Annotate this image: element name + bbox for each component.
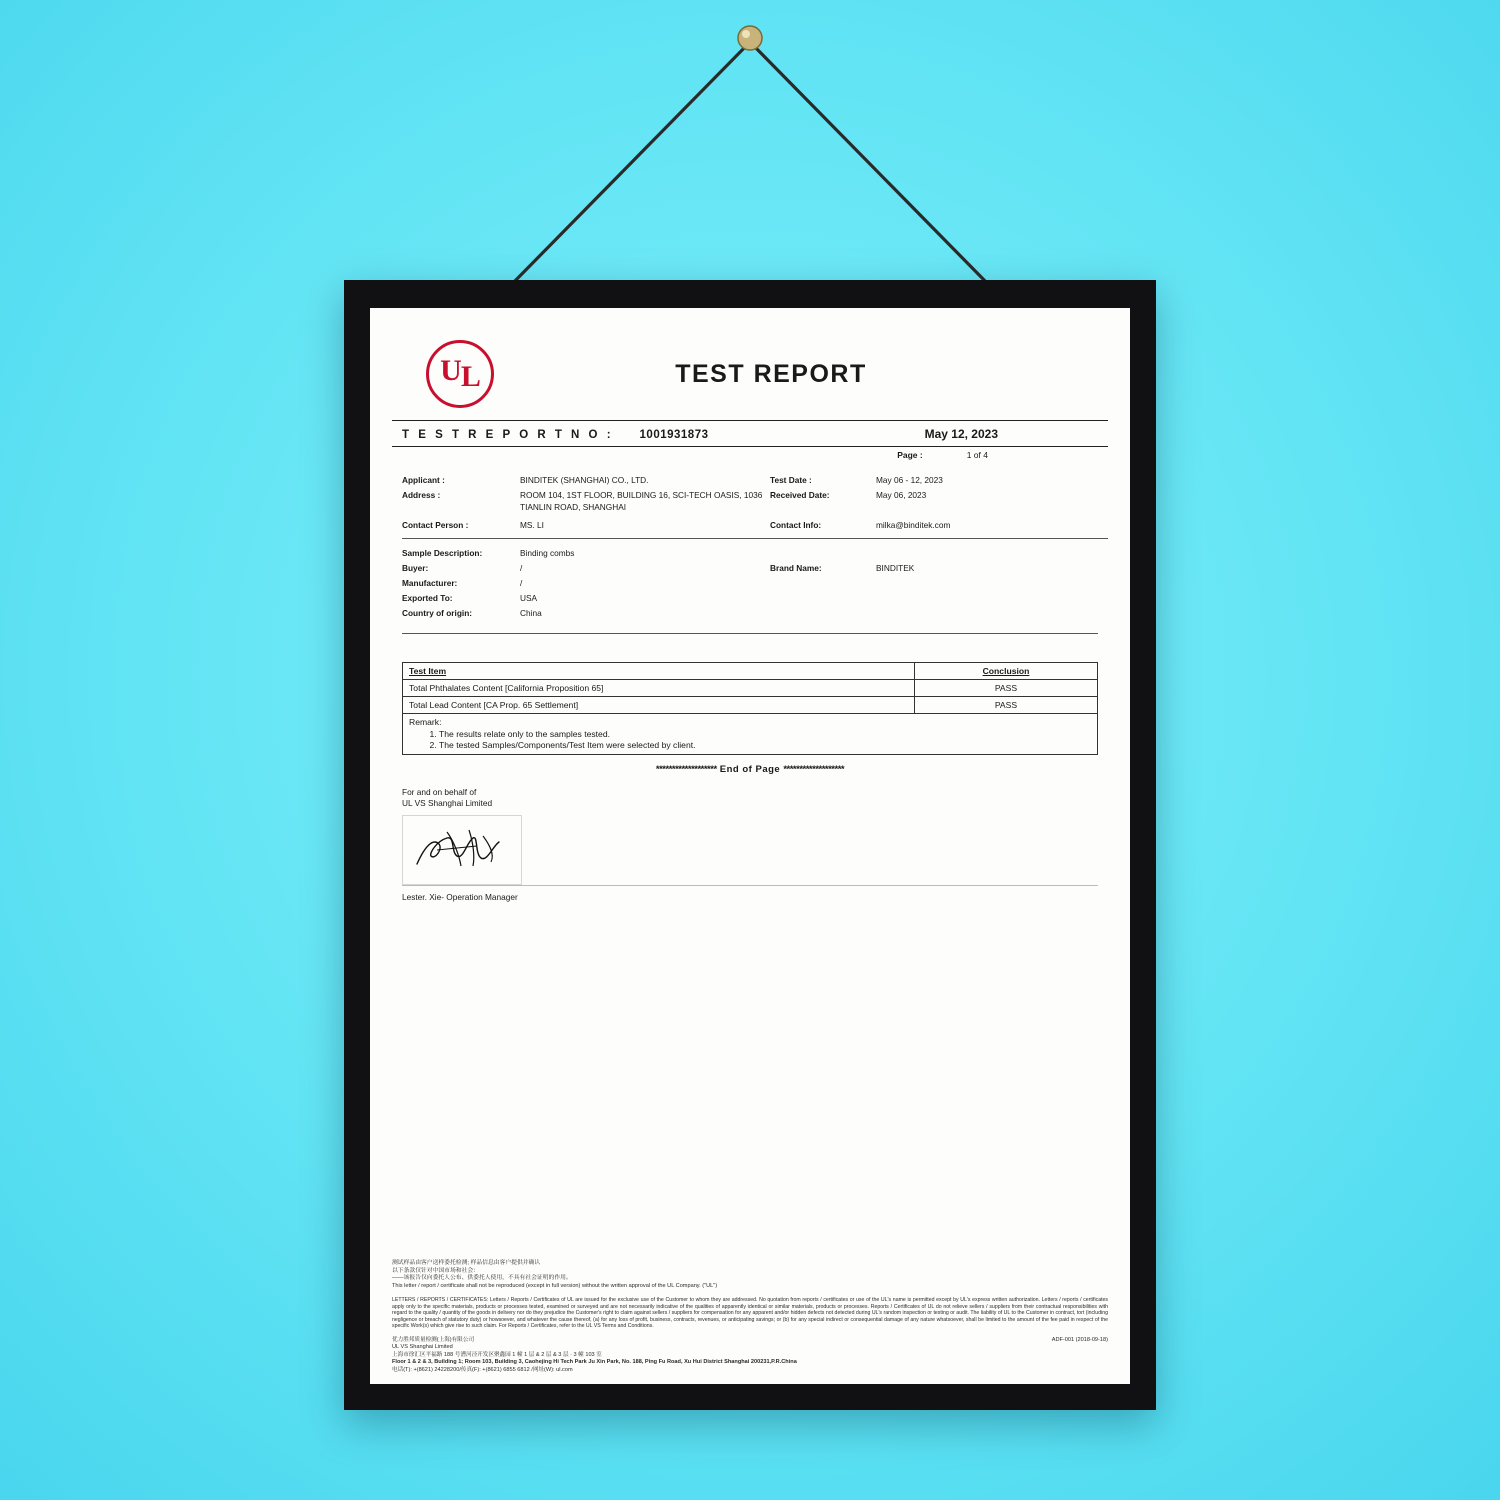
- signature-line: [402, 885, 1098, 886]
- document-header: [392, 328, 1108, 420]
- footer-cn-line-1: 测试样品由客户送样委托检测; 样品信息由客户提供并确认: [392, 1260, 541, 1267]
- list-item: 2. The tested Samples/Components/Test Item were selected by client.: [439, 740, 1091, 750]
- footer-reproduce-notice: This letter / report / certificate shall not be reproduced (except in full version) without the written approval of the UL Company. ("UL"): [392, 1282, 718, 1289]
- footer-doc-code: ADF-001 (2018-09-18): [1051, 1336, 1108, 1343]
- end-of-page-stars-right: *******************: [783, 764, 845, 775]
- page-value: 1 of 4: [966, 450, 988, 460]
- document-footer: [392, 1260, 1108, 1374]
- footer-company-cn: 优力胜邦质量检测(上海)有限公司: [392, 1336, 475, 1343]
- buyer-label: Buyer:: [402, 563, 429, 573]
- manufacturer-label: Manufacturer:: [402, 578, 458, 588]
- footer-address-cn: 上海市徐汇区平福路 188 号漕河泾开发区聚鑫园 1 幢 1 层 & 2 层 & 3 层 · 3 幢 103 室: [392, 1351, 602, 1358]
- remark-cell: [403, 714, 1098, 755]
- sample-description-row: [402, 547, 1108, 559]
- address-row: [402, 489, 1108, 513]
- page-title: TEST REPORT: [675, 359, 867, 388]
- end-of-page-stars-left: *******************: [655, 764, 717, 775]
- applicant-label: Applicant :: [402, 475, 445, 485]
- brand-name-label: Brand Name:: [770, 563, 822, 573]
- info-divider: [402, 538, 1108, 539]
- contact-info-value: milka@binditek.com: [876, 520, 951, 530]
- signature-block: [402, 787, 1098, 902]
- footer-address-block: [392, 1337, 1108, 1374]
- ul-logo-letter-u: U: [440, 354, 461, 387]
- results-table: [402, 662, 1098, 755]
- contact-person-label: Contact Person :: [402, 520, 469, 530]
- table-header-row: [403, 663, 1098, 680]
- ul-logo-icon: [426, 340, 494, 408]
- applicant-row: [402, 474, 1108, 486]
- signature-for-line: For and on behalf of: [402, 787, 477, 797]
- status-badge: PASS: [915, 680, 1098, 697]
- ul-logo-letter-l: L: [460, 360, 480, 393]
- sample-description-label: Sample Description:: [402, 548, 483, 558]
- signature-company: UL VS Shanghai Limited: [402, 798, 493, 808]
- picture-frame: [344, 280, 1156, 1410]
- country-of-origin-row: [402, 607, 1108, 619]
- exported-to-row: [402, 592, 1108, 604]
- signer-name: Lester. Xie- Operation Manager: [402, 892, 518, 902]
- end-of-page-text: End of Page: [719, 764, 781, 775]
- report-no-value: 1001931873: [639, 429, 709, 441]
- contact-info-label: Contact Info:: [770, 520, 822, 530]
- buyer-row: [402, 562, 1108, 574]
- address-value: ROOM 104, 1ST FLOOR, BUILDING 16, SCI-TECH OASIS, 1036 TIANLIN ROAD, SHANGHAI: [520, 490, 763, 512]
- exported-to-value: USA: [520, 593, 538, 603]
- manufacturer-value: /: [520, 578, 523, 588]
- report-no-label: T E S T R E P O R T N O :: [402, 429, 614, 441]
- exported-to-label: Exported To:: [402, 593, 453, 603]
- end-of-page: [392, 764, 1108, 775]
- remark-label: Remark:: [409, 717, 442, 727]
- remark-list: [409, 729, 1091, 750]
- signature-image: [402, 815, 522, 885]
- contact-person-row: [402, 519, 1108, 531]
- received-date-value: May 06, 2023: [876, 490, 927, 500]
- contact-person-value: MS. LI: [520, 520, 544, 530]
- page-label: Page :: [897, 450, 923, 460]
- results-divider: [402, 633, 1098, 634]
- test-item: Total Lead Content [CA Prop. 65 Settlement]: [403, 697, 915, 714]
- country-of-origin-value: China: [520, 608, 542, 618]
- page-indicator: [392, 447, 1108, 464]
- report-date: May 12, 2023: [924, 427, 998, 441]
- footer-address-en: Floor 1 & 2 & 3, Building 1; Room 103, Building 3, Caohejing Hi Tech Park Ju Xin Park, No. 188, Ping Fu Road, Xu Hui District Shanghai 200231,P.R.China: [392, 1359, 797, 1366]
- applicant-value: BINDITEK (SHANGHAI) CO., LTD.: [520, 475, 649, 485]
- footer-legal-text: LETTERS / REPORTS / CERTIFICATES: Letters / Reports / Certificates of UL are issued for the exclusive use of the Customer to whom they are addressed. No quotation from reports / certificates or use of the UL's name is permitted except by UL's express written authorization. Letters / reports / certificates apply only to the specific materials, products or processes tested, examined or surveyed and are not necessarily indicative of the qualities of apparently identical or similar materials, products or processes. Reports / Certificates of UL do not relieve sellers / suppliers from their contractual responsibilities with regard to the quality / quantity of the goods in delivery nor do they prejudice the Customer's right to claim against sellers / suppliers for compensation for any apparent and/or hidden defects not detected during UL's random inspection or testing or audit. The liability of UL to the Customer in contract, tort (including negligence or breach of statutory duty) or howsoever, and whatever the cause thereof, (a) for any loss of profit, business, contracts, revenues, or anticipating savings; or (b) for any special indirect or consequential damage of any nature whatsoever, shall be limited to the amount of the fee paid in respect of the specific Work(s) which give rise to such claim. For Reports / Certificates, refer to the UL VS Terms and Conditions.: [392, 1297, 1108, 1330]
- buyer-value: /: [520, 563, 523, 573]
- sample-description-value: Binding combs: [520, 548, 575, 558]
- address-label: Address :: [402, 490, 441, 500]
- applicant-info-block: [392, 464, 1108, 626]
- received-date-label: Received Date:: [770, 490, 830, 500]
- footer-phone: 电话(T): +(8621) 24228200/传真(F): +(8621) 6855 6812 /网址(W): ul.com: [392, 1366, 573, 1373]
- list-item: 1. The results relate only to the samples tested.: [439, 729, 1091, 739]
- test-report-document: [370, 308, 1130, 1384]
- table-row: [403, 697, 1098, 714]
- test-date-value: May 06 - 12, 2023: [876, 475, 943, 485]
- footer-cn-line-3: ——该报告仅向委托人公布、供委托人使用，不具有社会证明的作用。: [392, 1275, 572, 1282]
- manufacturer-row: [402, 577, 1108, 589]
- test-item: Total Phthalates Content [California Proposition 65]: [403, 680, 915, 697]
- footer-company-en: UL VS Shanghai Limited: [392, 1344, 453, 1351]
- footer-cn-line-2: 以下条款仅针对中国市场和社会：: [392, 1267, 479, 1274]
- brand-name-value: BINDITEK: [876, 563, 915, 573]
- status-badge: PASS: [915, 697, 1098, 714]
- header-conclusion: Conclusion: [915, 663, 1098, 680]
- report-number-row: [392, 421, 1108, 446]
- table-row: [403, 680, 1098, 697]
- test-date-label: Test Date :: [770, 475, 812, 485]
- header-test-item: Test Item: [403, 663, 915, 680]
- remark-row: [403, 714, 1098, 755]
- country-of-origin-label: Country of origin:: [402, 608, 473, 618]
